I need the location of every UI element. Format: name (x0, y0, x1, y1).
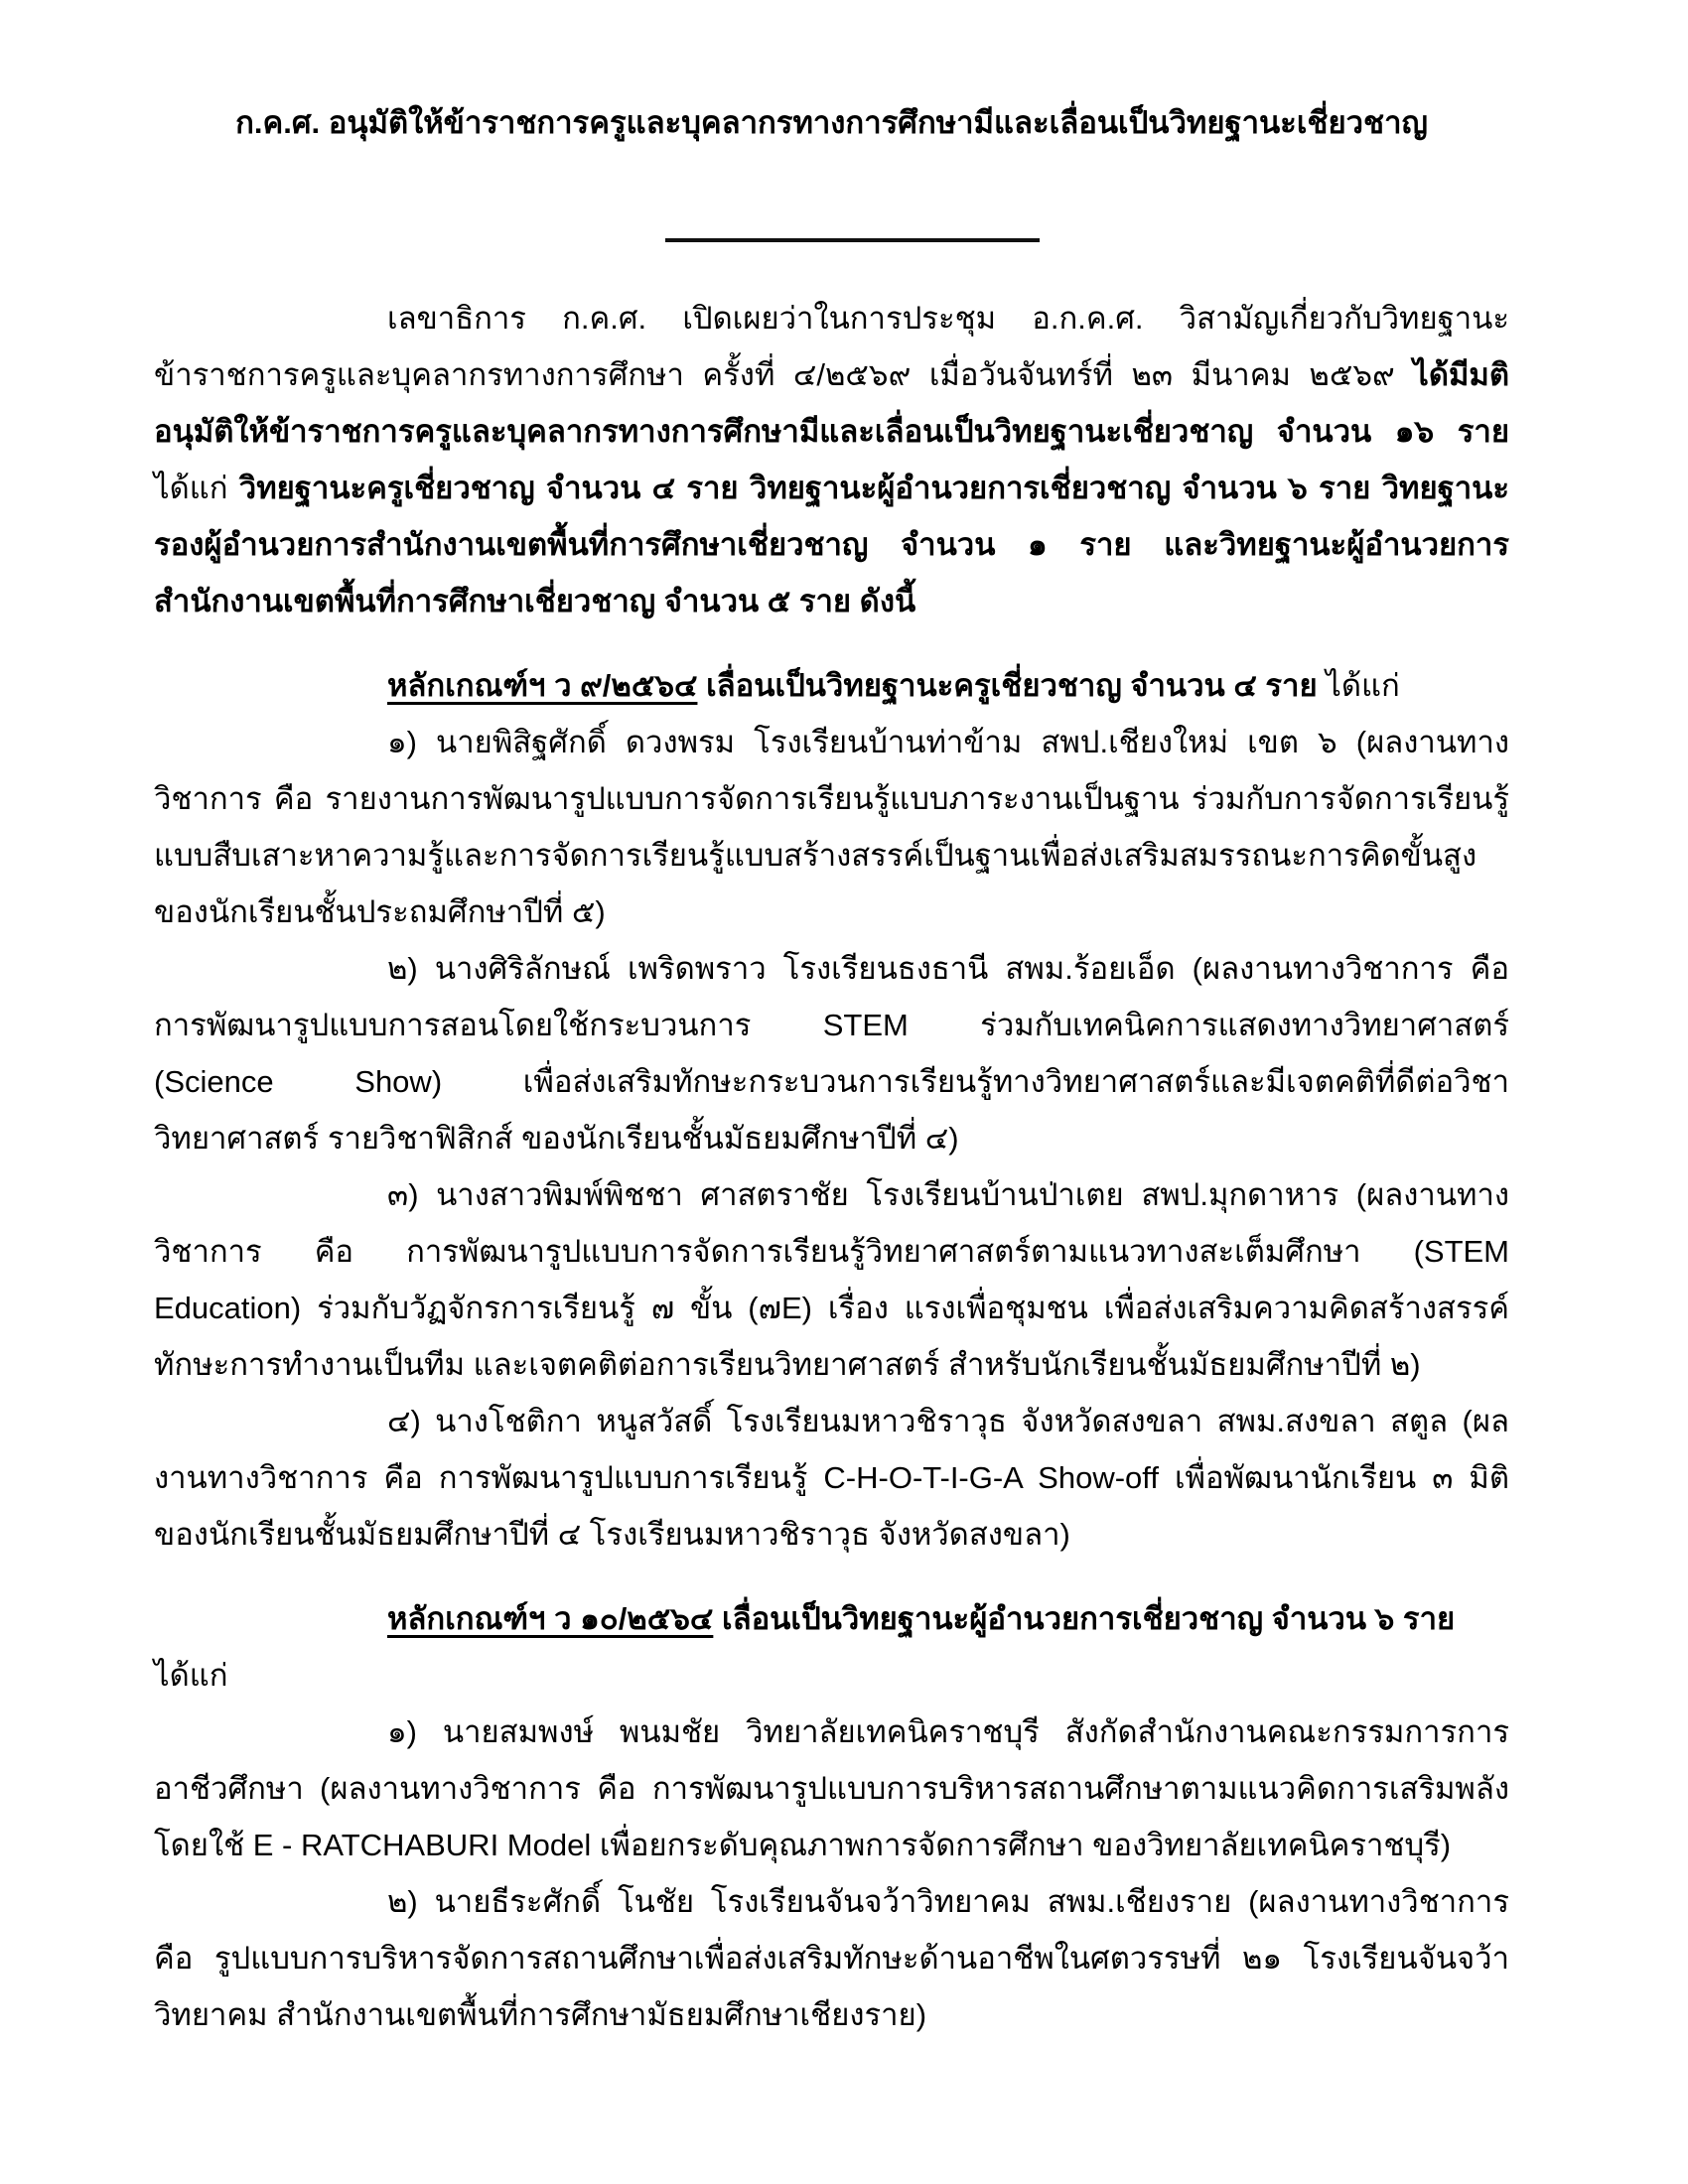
document-body (154, 290, 1509, 2043)
text-run: หลักเกณฑ์ฯ ว ๙/๒๕๖๔ (387, 668, 698, 703)
text-run: ๓) นางสาวพิมพ์พิชชา ศาสตราชัย โรงเรียนบ้านป่าเตย สพป.มุกดาหาร (ผลงานทางวิชาการ คือ การพัฒนารูปแบบการจัดการเรียนรู้วิทยาศาสตร์ตามแนวทางสะเต็มศึกษา (STEM Education) ร่วมกับวัฏจักรการเรียนรู้ ๗ ขั้น (๗E) เรื่อง แรงเพื่อชุมชน เพื่อส่งเสริมความคิดสร้างสรรค์ ทักษะการทำงานเป็นทีม และเจตคติต่อการเรียนวิทยาศาสตร์ สำหรับนักเรียนชั้นมัธยมศึกษาปีที่ ๒) (154, 1177, 1509, 1382)
section-2-item-2 (154, 1873, 1509, 2043)
text-run: ๑) นายสมพงษ์ พนมชัย วิทยาลัยเทคนิคราชบุรี สังกัดสำนักงานคณะกรรมการการอาชีวศึกษา (ผลงานทางวิชาการ คือ การพัฒนารูปแบบการบริหารสถานศึกษาตามแนวคิดการเสริมพลัง โดยใช้ E - RATCHABURI Model เพื่อยกระดับคุณภาพการจัดการศึกษา ของวิทยาลัยเทคนิคราชบุรี) (154, 1714, 1509, 1862)
text-run: เลขาธิการ ก.ค.ศ. เปิดเผยว่าในการประชุม อ.ก.ค.ศ. วิสามัญเกี่ยวกับวิทยฐานะข้าราชการครูและบุคลากรทางการศึกษา ครั้งที่ ๔/๒๕๖๙ เมื่อวันจันทร์ที่ ๒๓ มีนาคม ๒๕๖๙ (154, 301, 1509, 392)
section-1-header (154, 657, 1509, 714)
text-run: ได้แก่ (154, 471, 239, 505)
text-run: เลื่อนเป็นวิทยฐานะผู้อำนวยการเชี่ยวชาญ จำนวน ๖ ราย (713, 1601, 1456, 1636)
text-run: เลื่อนเป็นวิทยฐานะครูเชี่ยวชาญ จำนวน ๔ ราย (697, 668, 1318, 703)
text-run: หลักเกณฑ์ฯ ว ๑๐/๒๕๖๔ (387, 1601, 714, 1636)
text-run: ๒) นายธีระศักดิ์ โนชัย โรงเรียนจันจว้าวิทยาคม สพม.เชียงราย (ผลงานทางวิชาการ คือ รูปแบบการบริหารจัดการสถานศึกษาเพื่อส่งเสริมทักษะด้านอาชีพในศตวรรษที่ ๒๑ โรงเรียนจันจว้าวิทยาคม สำนักงานเขตพื้นที่การศึกษามัธยมศึกษาเชียงราย) (154, 1884, 1509, 2032)
page-title: ก.ค.ศ. อนุมัติให้ข้าราชการครูและบุคลากรทางการศึกษามีและเลื่อนเป็นวิทยฐานะเชี่ยวชาญ (235, 105, 1428, 140)
section-1-item-3 (154, 1166, 1509, 1393)
text-run: ได้แก่ (154, 1658, 228, 1693)
section-2-header (154, 1590, 1509, 1704)
section-1-item-4 (154, 1393, 1509, 1563)
intro-paragraph (154, 290, 1509, 629)
title-divider (665, 238, 1040, 242)
text-run: ๒) นางศิริลักษณ์ เพริดพราว โรงเรียนธงธานี สพม.ร้อยเอ็ด (ผลงานทางวิชาการ คือ การพัฒนารูปแบบการสอนโดยใช้กระบวนการ STEM ร่วมกับเทคนิคการแสดงทางวิทยาศาสตร์ (Science Show) เพื่อส่งเสริมทักษะกระบวนการเรียนรู้ทางวิทยาศาสตร์และมีเจตคติที่ดีต่อวิชาวิทยาศาสตร์ รายวิชาฟิสิกส์ ของนักเรียนชั้นมัธยมศึกษาปีที่ ๔) (154, 951, 1509, 1156)
text-run: ได้มีมติอนุมัติให้ข้าราชการครูและบุคลากรทางการศึกษามีและเลื่อนเป็นวิทยฐานะเชี่ยวชาญ จำนวน ๑๖ ราย (154, 357, 1509, 449)
text-run: ได้แก่ (1317, 668, 1400, 703)
text-run: ๔) นางโชติกา หนูสวัสดิ์ โรงเรียนมหาวชิราวุธ จังหวัดสงขลา สพม.สงขลา สตูล (ผลงานทางวิชาการ คือ การพัฒนารูปแบบการเรียนรู้ C-H-O-T-I-G-A Show-off เพื่อพัฒนานักเรียน ๓ มิติ ของนักเรียนชั้นมัธยมศึกษาปีที่ ๔ โรงเรียนมหาวชิราวุธ จังหวัดสงขลา) (154, 1404, 1509, 1552)
section-2-item-1 (154, 1704, 1509, 1873)
text-run: ๑) นายพิสิฐศักดิ์ ดวงพรม โรงเรียนบ้านท่าข้าม สพป.เชียงใหม่ เขต ๖ (ผลงานทางวิชาการ คือ รายงานการพัฒนารูปแบบการจัดการเรียนรู้แบบภาระงานเป็นฐาน ร่วมกับการจัดการเรียนรู้แบบสืบเสาะหาความรู้และการจัดการเรียนรู้แบบสร้างสรรค์เป็นฐานเพื่อส่งเสริมสมรรถนะการคิดขั้นสูงของนักเรียนชั้นประถมศึกษาปีที่ ๕) (154, 725, 1509, 929)
section-1-item-1 (154, 714, 1509, 940)
text-run: วิทยฐานะครูเชี่ยวชาญ จำนวน ๔ ราย วิทยฐานะผู้อำนวยการเชี่ยวชาญ จำนวน ๖ ราย วิทยฐานะรองผู้อำนวยการสำนักงานเขตพื้นที่การศึกษาเชี่ยวชาญ จำนวน ๑ ราย และวิทยฐานะผู้อำนวยการสำนักงานเขตพื้นที่การศึกษาเชี่ยวชาญ จำนวน ๕ ราย ดังนี้ (154, 471, 1509, 618)
section-1-item-2 (154, 940, 1509, 1166)
